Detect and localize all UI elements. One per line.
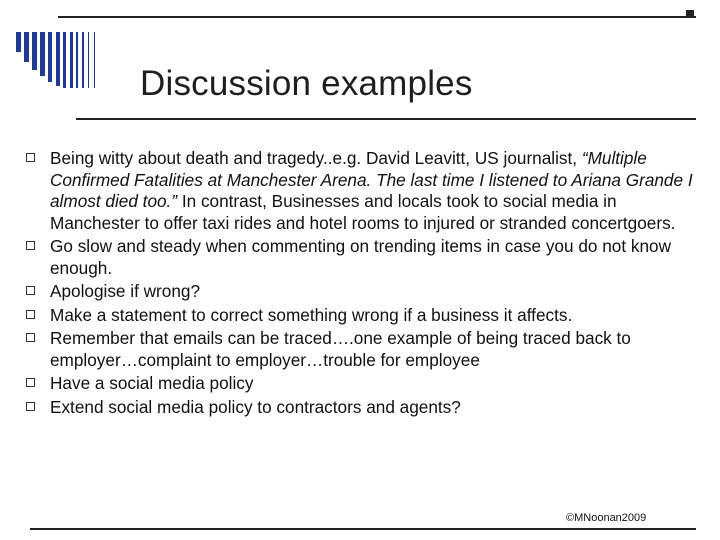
list-item: [26, 328, 706, 371]
checkbox-bullet-icon: [26, 333, 35, 342]
bullet-text: Being witty about death and tragedy..e.g. David Leavitt, US journalist,: [50, 148, 582, 168]
bullet-text: Have a social media policy: [50, 373, 254, 393]
bullet-text: In contrast, Businesses and locals took to social media in Manchester to offer taxi rides and hotel rooms to injured or stranded concertgoers.: [50, 191, 676, 233]
checkbox-bullet-icon: [26, 286, 35, 295]
bullet-text: Make a statement to correct something wrong if a business it affects.: [50, 304, 573, 325]
list-item: [26, 373, 706, 395]
footer-copyright: ©MNoonan2009: [566, 512, 647, 524]
bullet-text: Apologise if wrong?: [50, 281, 201, 301]
list-item: [26, 281, 706, 303]
corner-square: [686, 10, 694, 18]
decorative-stripes: [16, 32, 136, 88]
bullet-text: Go slow and steady when commenting on trending items in case you do not know enough.: [50, 236, 672, 278]
slide-title: Discussion examples: [140, 64, 473, 103]
checkbox-bullet-icon: [26, 153, 35, 162]
top-rule: [58, 16, 696, 18]
bullet-text: Remember that emails can be traced….one example of being traced back to employer…complaint to employer…trouble for employee: [50, 328, 631, 370]
bullet-quote: “Multiple Confirmed Fatalities at Manchester Arena. The last time I listened to Ariana Grande I almost died too.”: [50, 148, 693, 211]
list-item: [26, 397, 706, 419]
title-underline: [76, 118, 696, 120]
list-item: [26, 305, 706, 327]
list-item: [26, 236, 706, 279]
bullet-list: [26, 148, 706, 420]
list-item: [26, 148, 706, 234]
checkbox-bullet-icon: [26, 241, 35, 250]
bottom-rule: [30, 528, 696, 530]
checkbox-bullet-icon: [26, 378, 35, 387]
bullet-text: Extend social media policy to contractors and agents?: [50, 396, 461, 417]
checkbox-bullet-icon: [26, 310, 35, 319]
checkbox-bullet-icon: [26, 402, 35, 411]
